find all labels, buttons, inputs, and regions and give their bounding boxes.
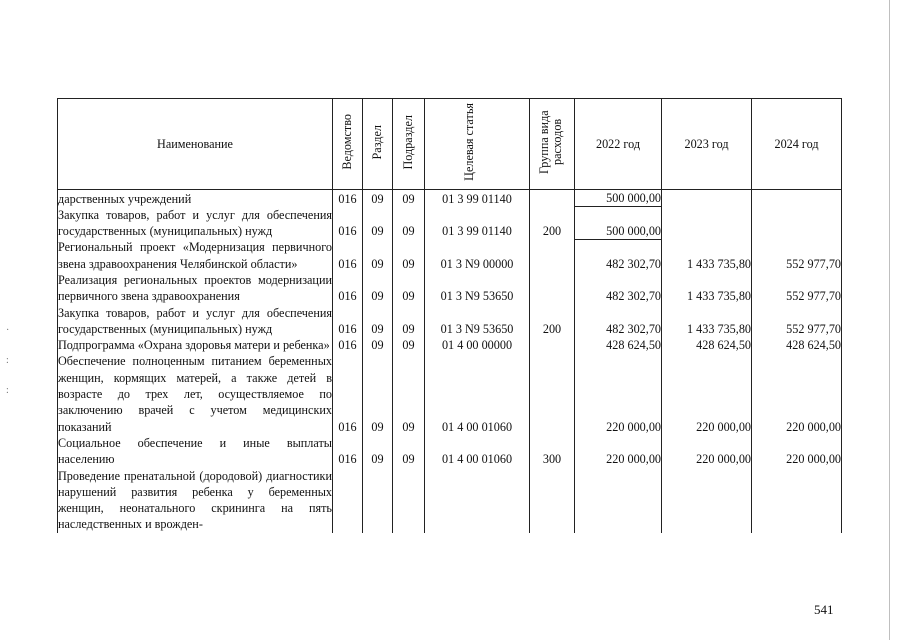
table-row: [58, 239, 842, 272]
row-razdel: 09: [363, 190, 393, 207]
row-2022: 220 000,00: [575, 435, 662, 468]
row-2024: 220 000,00: [752, 435, 842, 468]
table-row: [58, 468, 842, 533]
table-row: [58, 435, 842, 468]
row-2024: 220 000,00: [752, 353, 842, 434]
row-target-article: 01 4 00 00000: [425, 337, 530, 353]
row-2023: [662, 207, 752, 240]
row-podrazdel: 09: [393, 190, 425, 207]
row-vedomstvo: 016: [333, 239, 363, 272]
row-name: Закупка товаров, работ и услуг для обеспечения государственных (муниципальных) нужд: [58, 305, 332, 336]
header-podrazdel: Подраздел: [393, 99, 425, 190]
header-2024: 2024 год: [752, 99, 842, 190]
row-podrazdel: 09: [393, 305, 425, 338]
header-expense-group: Группа вида расходов: [530, 99, 575, 190]
row-expense-group: [530, 337, 575, 353]
row-2024: [752, 468, 842, 533]
row-razdel: [363, 468, 393, 533]
row-target-article: 01 3 N9 53650: [425, 272, 530, 305]
header-target-article: Целевая статья: [425, 99, 530, 190]
row-expense-group: 200: [530, 305, 575, 338]
header-2023: 2023 год: [662, 99, 752, 190]
row-vedomstvo: 016: [333, 207, 363, 240]
row-2023: 220 000,00: [662, 353, 752, 434]
header-vedomstvo: Ведомство: [333, 99, 363, 190]
scan-edge-line: [889, 0, 890, 640]
row-target-article: 01 3 99 01140: [425, 207, 530, 240]
row-2023: 1 433 735,80: [662, 239, 752, 272]
row-podrazdel: 09: [393, 207, 425, 240]
row-name: Подпрограмма «Охрана здоровья матери и ребенка»: [58, 337, 333, 353]
page-number: 541: [814, 602, 834, 617]
budget-table: [57, 98, 842, 533]
row-2022: 428 624,50: [575, 337, 662, 353]
row-vedomstvo: 016: [333, 435, 363, 468]
table-row: [58, 190, 842, 207]
row-razdel: 09: [363, 435, 393, 468]
row-2023: 428 624,50: [662, 337, 752, 353]
row-name: Региональный проект «Модернизация первичного звена здравоохранения Челябинской области»: [58, 240, 332, 271]
row-vedomstvo: 016: [333, 353, 363, 434]
row-name: Социальное обеспечение и иные выплаты населению: [58, 435, 332, 467]
row-podrazdel: 09: [393, 272, 425, 305]
row-vedomstvo: [333, 468, 363, 533]
margin-marks: · : :: [6, 325, 10, 396]
table-row: [58, 337, 842, 353]
row-podrazdel: 09: [393, 435, 425, 468]
row-2022: 482 302,70: [575, 239, 662, 272]
row-2022: [575, 468, 662, 533]
row-vedomstvo: 016: [333, 305, 363, 338]
header-2022: 2022 год: [575, 99, 662, 190]
row-2023: 1 433 735,80: [662, 272, 752, 305]
row-expense-group: [530, 272, 575, 305]
row-2024: 552 977,70: [752, 305, 842, 338]
row-2023: [662, 468, 752, 533]
row-target-article: [425, 468, 530, 533]
table-row: [58, 305, 842, 338]
row-expense-group: 300: [530, 435, 575, 468]
row-target-article: 01 4 00 01060: [425, 435, 530, 468]
row-name: Обеспечение полноценным питанием беременных женщин, кормящих матерей, а также детей в возрасте до трех лет, осуществляемое по заключению врачей с учетом медицинских показаний: [58, 354, 332, 434]
row-podrazdel: [393, 468, 425, 533]
header-razdel: Раздел: [363, 99, 393, 190]
row-2022: 220 000,00: [575, 353, 662, 434]
row-target-article: 01 3 N9 00000: [425, 239, 530, 272]
row-target-article: 01 4 00 01060: [425, 353, 530, 434]
row-2022: 482 302,70: [575, 305, 662, 338]
row-name: Проведение пренатальной (дородовой) диагностики нарушений развития ребенка у беременных женщин, неонатального скрининга на пять наследственных и врожден-: [58, 468, 332, 532]
row-vedomstvo: 016: [333, 190, 363, 207]
row-razdel: 09: [363, 207, 393, 240]
row-podrazdel: 09: [393, 239, 425, 272]
table-row: [58, 353, 842, 434]
row-expense-group: [530, 468, 575, 533]
row-name: дарственных учреждений: [58, 190, 333, 207]
row-vedomstvo: 016: [333, 272, 363, 305]
row-podrazdel: 09: [393, 337, 425, 353]
table-row: [58, 272, 842, 305]
row-razdel: 09: [363, 337, 393, 353]
row-target-article: 01 3 N9 53650: [425, 305, 530, 338]
row-2024: 552 977,70: [752, 239, 842, 272]
row-2023: 1 433 735,80: [662, 305, 752, 338]
row-expense-group: 200: [530, 207, 575, 240]
row-expense-group: [530, 239, 575, 272]
row-2022: 500 000,00: [575, 190, 662, 207]
row-razdel: 09: [363, 305, 393, 338]
table-header-row: [58, 99, 842, 190]
row-podrazdel: 09: [393, 353, 425, 434]
row-expense-group: [530, 353, 575, 434]
row-razdel: 09: [363, 272, 393, 305]
row-name: Реализация региональных проектов модернизации первичного звена здравоохранения: [58, 272, 332, 304]
row-2024: [752, 207, 842, 240]
row-razdel: 09: [363, 353, 393, 434]
header-name: Наименование: [58, 99, 333, 190]
row-2022: 500 000,00: [575, 207, 662, 240]
table-row: [58, 207, 842, 240]
row-razdel: 09: [363, 239, 393, 272]
row-expense-group: [530, 190, 575, 207]
row-2022: 482 302,70: [575, 272, 662, 305]
row-2024: 428 624,50: [752, 337, 842, 353]
row-2024: 552 977,70: [752, 272, 842, 305]
row-vedomstvo: 016: [333, 337, 363, 353]
row-name: Закупка товаров, работ и услуг для обеспечения государственных (муниципальных) нужд: [58, 207, 332, 239]
row-2024: [752, 190, 842, 207]
row-2023: 220 000,00: [662, 435, 752, 468]
row-target-article: 01 3 99 01140: [425, 190, 530, 207]
row-2023: [662, 190, 752, 207]
